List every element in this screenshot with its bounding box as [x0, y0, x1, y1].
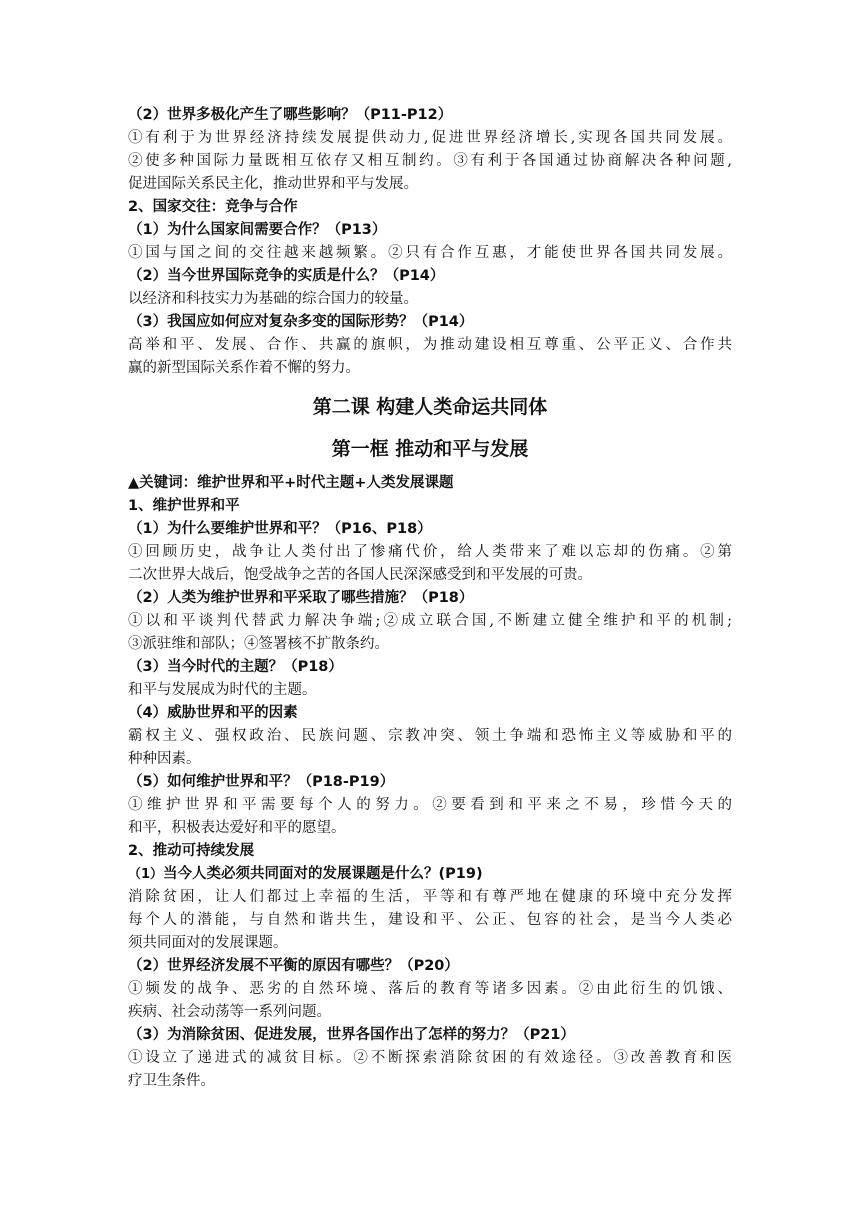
answer-text: 种种因素。: [128, 751, 201, 767]
answer-text: 疾病、社会动荡等一系列问题。: [128, 1004, 331, 1020]
answer-text: ③派驻维和部队；④签署核不扩散条约。: [128, 636, 389, 652]
question-heading: （2）当今世界国际竞争的实质是什么？（P14）: [128, 268, 445, 284]
answer-text: 霸权主义、强权政治、民族问题、宗教冲突、领土争端和恐怖主义等威胁和平的: [128, 728, 732, 744]
keywords-line: ▲关键词：维护世界和平+时代主题+人类发展课题: [128, 475, 454, 491]
answer-text: 赢的新型国际关系作着不懈的努力。: [128, 360, 360, 376]
question-heading: （2）世界经济发展不平衡的原因有哪些？（P20）: [128, 958, 459, 974]
answer-text: 和平与发展成为时代的主题。: [128, 682, 317, 698]
question-heading: （3）为消除贫困、促进发展，世界各国作出了怎样的努力？（P21）: [128, 1027, 575, 1043]
section-heading: 2、国家交往：竞争与合作: [128, 199, 298, 215]
section-heading: 1、维护世界和平: [128, 498, 240, 514]
answer-text: ①设立了递进式的减贫目标。②不断探索消除贫困的有效途径。③改善教育和医: [128, 1050, 732, 1066]
question-heading: （1）为什么国家间需要合作？（P13）: [128, 222, 387, 238]
answer-text: ①维护世界和平需要每个人的努力。②要看到和平来之不易，珍惜今天的: [128, 797, 732, 813]
question-heading: （3）当今时代的主题？（P18）: [128, 659, 343, 675]
question-heading: （2）人类为维护世界和平采取了哪些措施？（P18）: [128, 590, 474, 606]
section-heading: 2、推动可持续发展: [128, 843, 255, 859]
question-heading: （4）威胁世界和平的因素: [128, 705, 298, 721]
answer-text: 疗卫生条件。: [128, 1073, 215, 1089]
answer-text: 消除贫困，让人们都过上幸福的生活，平等和有尊严地在健康的环境中充分发挥: [128, 889, 732, 905]
answer-text: 和平，积极表达爱好和平的愿望。: [128, 820, 346, 836]
document-page: [128, 104, 732, 1093]
lesson-title: 第二课 构建人类命运共同体: [312, 396, 548, 418]
answer-text: ①国与国之间的交往越来越频繁。②只有合作互惠，才能使世界各国共同发展。: [128, 245, 732, 261]
answer-text: 以经济和科技实力为基础的综合国力的较量。: [128, 291, 418, 307]
answer-text: 促进国际关系民主化，推动世界和平与发展。: [128, 176, 418, 192]
question-text: 当今人类必须共同面对的发展课题是什么？(P19): [163, 866, 483, 882]
answer-text: ①频发的战争、恶劣的自然环境、落后的教育等诸多因素。②由此衍生的饥饿、: [128, 981, 732, 997]
question-heading: [128, 863, 732, 886]
answer-text: 高举和平、发展、合作、共赢的旗帜，为推动建设相互尊重、公平正义、合作共: [128, 337, 732, 353]
question-heading: （2）世界多极化产生了哪些影响？（P11-P12）: [128, 107, 453, 123]
question-heading: （1）为什么要维护世界和平？（P16、P18）: [128, 521, 432, 537]
answer-text: 须共同面对的发展课题。: [128, 935, 288, 951]
question-heading: （3）我国应如何应对复杂多变的国际形势？（P14）: [128, 314, 474, 330]
answer-text: 每个人的潜能，与自然和谐共生，建设和平、公正、包容的社会，是当今人类必: [128, 912, 732, 928]
answer-text: ①有利于为世界经济持续发展提供动力,促进世界经济增长,实现各国共同发展。: [128, 130, 732, 146]
answer-text: 二次世界大战后，饱受战争之苦的各国人民深深感受到和平发展的可贵。: [128, 567, 592, 583]
answer-text: ①以和平谈判代替武力解决争端;②成立联合国,不断建立健全维护和平的机制;: [128, 613, 732, 629]
answer-text: ②使多种国际力量既相互依存又相互制约。③有利于各国通过协商解决各种问题,: [128, 153, 732, 169]
question-heading: （5）如何维护世界和平？（P18-P19）: [128, 774, 395, 790]
question-number: （1）: [128, 867, 164, 882]
answer-text: ①回顾历史，战争让人类付出了惨痛代价，给人类带来了难以忘却的伤痛。②第: [128, 544, 732, 560]
frame-title: 第一框 推动和平与发展: [331, 438, 529, 460]
